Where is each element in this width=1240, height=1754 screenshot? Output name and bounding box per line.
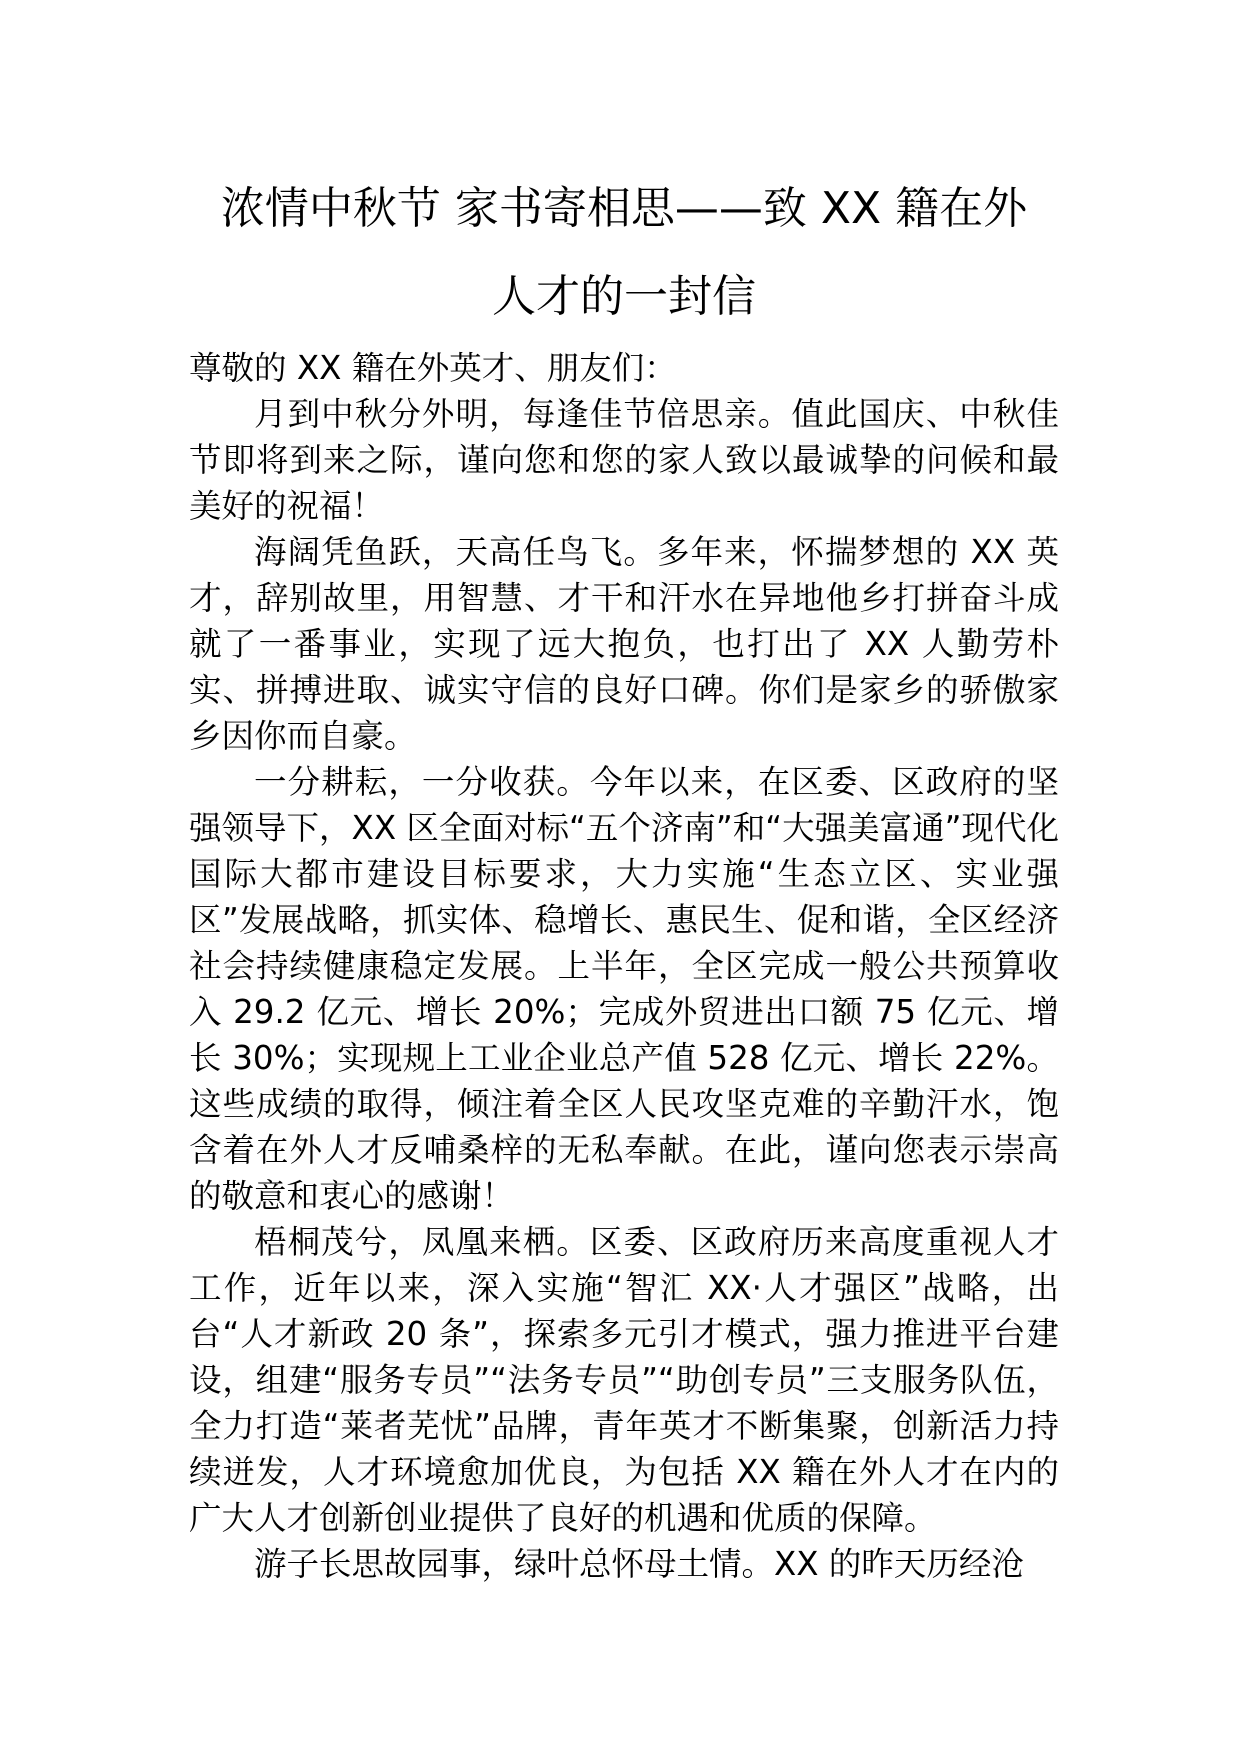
paragraph: 梧桐茂兮，凤凰来栖。区委、区政府历来高度重视人才工作，近年以来，深入实施“智汇 XX·人才强区”战略，出台“人才新政 20 条”，探索多元引才模式，强力推进平台建设，组建“服务专员”“法务专员”“助创专员”三支服务队伍，全力打造“莱者芜忧”品牌，青年英才不断集聚，创新活力持续迸发，人才环境愈加优良，为包括 XX 籍在外人才在内的广大人才创新创业提供了良好的机遇和优质的保障。 — [189, 1223, 1059, 1537]
paragraph: 游子长思故园事，绿叶总怀母土情。XX 的昨天历经沧 — [254, 1545, 1024, 1583]
paragraph: 海阔凭鱼跃，天高任鸟飞。多年来，怀揣梦想的 XX 英才，辞别故里，用智慧、才干和汗水在异地他乡打拼奋斗成就了一番事业，实现了远大抱负，也打出了 XX 人勤劳朴实、拼搏进取、诚实守信的良好口碑。你们是家乡的骄傲家乡因你而自豪。 — [189, 533, 1059, 755]
document-page — [189, 165, 1059, 1587]
salutation: 尊敬的 XX 籍在外英才、朋友们： — [189, 349, 677, 387]
paragraph: 一分耕耘，一分收获。今年以来，在区委、区政府的坚强领导下，XX 区全面对标“五个济南”和“大强美富通”现代化国际大都市建设目标要求，大力实施“生态立区、实业强区”发展战略，抓实体、稳增长、惠民生、促和谐，全区经济社会持续健康稳定发展。上半年，全区完成一般公共预算收入 29.2 亿元、增长 20%；完成外贸进出口额 75 亿元、增长 30%；实现规上工业企业总产值 528 亿元、增长 22%。这些成绩的取得，倾注着全区人民攻坚克难的辛勤汗水，饱含着在外人才反哺桑梓的无私奉献。在此，谨向您表示崇高的敬意和衷心的感谢！ — [189, 763, 1059, 1215]
document-title: 浓情中秋节 家书寄相思——致 XX 籍在外 人才的一封信 — [220, 183, 1028, 322]
letter-body — [189, 345, 1059, 1587]
paragraph: 月到中秋分外明，每逢佳节倍思亲。值此国庆、中秋佳节即将到来之际，谨向您和您的家人致以最诚挚的问候和最美好的祝福！ — [189, 395, 1059, 525]
